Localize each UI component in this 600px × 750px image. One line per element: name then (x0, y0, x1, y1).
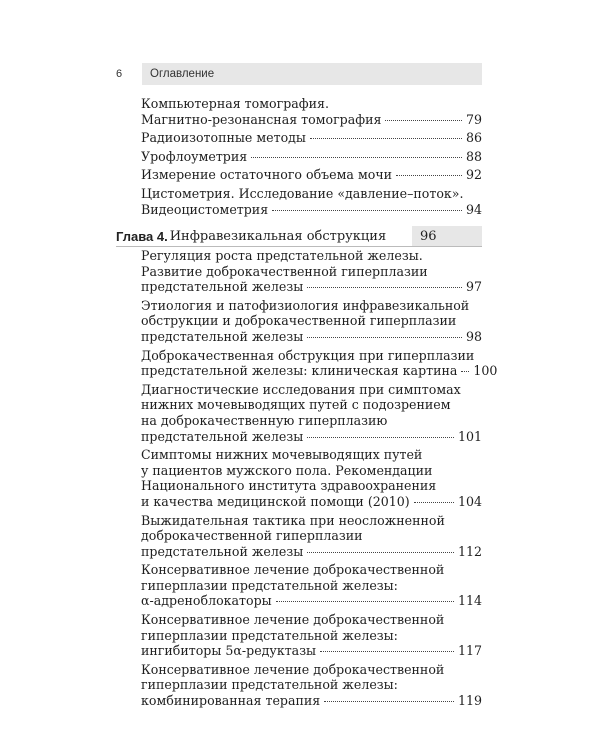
toc-entry-page-number: 86 (465, 130, 482, 146)
toc-entry-title: предстательной железы (141, 543, 304, 559)
toc-entry-title: предстательной железы: клиническая картина (141, 363, 458, 379)
toc-entry-line: Консервативное лечение доброкачественной (141, 661, 445, 677)
toc-entry[interactable] (141, 248, 482, 295)
toc-entry[interactable] (141, 382, 482, 444)
toc-entry[interactable] (141, 167, 482, 183)
toc-entry-last-line (141, 112, 482, 128)
toc-entry-line: Национального института здравоохранения (141, 478, 437, 494)
toc-entry-line: Диагностические исследования при симптомах (141, 381, 461, 397)
toc-entry-last-line (141, 329, 482, 345)
toc-entry-last-line (141, 130, 482, 146)
toc-entry-last-line (141, 429, 482, 445)
dot-leader (310, 138, 462, 139)
toc-entry[interactable] (141, 347, 498, 379)
toc-entry[interactable] (141, 662, 482, 709)
toc-entry-page-number: 79 (465, 111, 482, 127)
toc-entry-page-number: 117 (457, 643, 482, 659)
toc-entry-title: α-адреноблокаторы (141, 593, 272, 609)
running-header (116, 63, 482, 85)
toc-entry-line: Цистометрия. Исследование «давление–поток». (141, 185, 464, 201)
toc-entry-page-number: 104 (457, 493, 482, 509)
chapter-heading[interactable] (116, 226, 482, 247)
toc-entry-line: Симптомы нижних мочевыводящих путей (141, 447, 423, 463)
toc-entry-last-line (141, 167, 482, 183)
toc-entry-title: Радиоизотопные методы (141, 130, 306, 146)
dot-leader (276, 601, 454, 602)
toc-entry-page-number: 98 (465, 328, 482, 344)
toc-entry[interactable] (141, 186, 482, 217)
dot-leader (272, 210, 462, 211)
toc-entry[interactable] (141, 96, 482, 127)
toc-entry-line: нижних мочевыводящих путей с подозрением (141, 397, 451, 413)
toc-entry-page-number: 101 (457, 428, 482, 444)
dot-leader (396, 175, 462, 176)
toc-entry-title: Урофлоуметрия (141, 148, 248, 164)
dot-leader (307, 287, 462, 288)
page-number: 6 (116, 68, 123, 80)
toc-entry-page-number: 92 (465, 167, 482, 183)
dot-leader (414, 502, 454, 503)
toc-entry-line: у пациентов мужского пола. Рекомендации (141, 462, 433, 478)
toc-entry-page-number: 88 (465, 148, 482, 164)
chapter-page-number: 96 (412, 226, 482, 246)
toc-entry-last-line (141, 544, 482, 560)
toc-entry-line: обструкции и доброкачественной гиперплазии (141, 313, 457, 329)
toc-entry-last-line (141, 593, 482, 609)
running-title-band (142, 63, 482, 85)
toc-entry-last-line (141, 149, 482, 165)
running-title: Оглавление (150, 68, 215, 80)
toc-entry[interactable] (141, 149, 482, 165)
toc-entry-title: предстательной железы (141, 428, 304, 444)
toc-entry[interactable] (141, 513, 482, 560)
toc-entry-page-number: 100 (473, 363, 498, 379)
toc-entry-line: доброкачественной гиперплазии (141, 528, 363, 544)
toc-entries-chapter-4 (141, 248, 498, 712)
toc-entry-page-number: 94 (465, 201, 482, 217)
chapter-title: Инфравезикальная обструкция (169, 228, 387, 244)
toc-entry-line: Компьютерная томография. (141, 96, 329, 111)
toc-entry-line: Развитие доброкачественной гиперплазии (141, 263, 428, 279)
toc-entry-page-number: 112 (457, 543, 482, 559)
toc-entry[interactable] (141, 562, 482, 609)
toc-entry[interactable] (141, 447, 482, 509)
toc-entry-title: предстательной железы (141, 328, 304, 344)
toc-entry-line: Консервативное лечение доброкачественной (141, 562, 445, 578)
dot-leader (324, 701, 454, 702)
toc-entry-title: комбинированная терапия (141, 693, 321, 709)
toc-entries-top (141, 96, 482, 220)
toc-entry-last-line (141, 279, 482, 295)
toc-entry-last-line (141, 643, 482, 659)
toc-entry-last-line (141, 693, 482, 709)
toc-entry-last-line (141, 494, 482, 510)
toc-entry-page-number: 119 (457, 693, 482, 709)
toc-entry-title: Измерение остаточного объема мочи (141, 167, 393, 183)
toc-entry-title: ингибиторы 5α-редуктазы (141, 643, 317, 659)
toc-entry-line: Регуляция роста предстательной железы. (141, 248, 423, 263)
dot-leader (385, 120, 462, 121)
toc-entry[interactable] (141, 130, 482, 146)
toc-entry-line: Доброкачественная обструкция при гиперплазии (141, 347, 475, 363)
toc-entry-line: Консервативное лечение доброкачественной (141, 612, 445, 628)
toc-entry-line: гиперплазии предстательной железы: (141, 577, 398, 593)
toc-entry-title: предстательной железы (141, 279, 304, 295)
toc-entry-title: и качества медицинской помощи (2010) (141, 493, 410, 509)
dot-leader (307, 337, 462, 338)
toc-entry-page-number: 97 (465, 279, 482, 295)
toc-entry-line: Этиология и патофизиология инфравезикальной (141, 297, 470, 313)
toc-entry-line: Выжидательная тактика при неосложненной (141, 512, 445, 528)
toc-entry-last-line (141, 363, 498, 379)
dot-leader (307, 437, 454, 438)
chapter-label: Глава 4. (116, 228, 168, 244)
toc-entry-line: на доброкачественную гиперплазию (141, 412, 388, 428)
toc-entry-title: Видеоцистометрия (141, 201, 269, 217)
dot-leader (320, 651, 454, 652)
dot-leader (461, 371, 469, 372)
toc-entry[interactable] (141, 298, 482, 345)
toc-entry-title: Магнитно-резонансная томография (141, 111, 382, 127)
toc-entry-page-number: 114 (457, 593, 482, 609)
toc-entry-last-line (141, 202, 482, 218)
dot-leader (307, 552, 454, 553)
dot-leader (251, 157, 462, 158)
toc-entry-line: гиперплазии предстательной железы: (141, 677, 398, 693)
toc-entry[interactable] (141, 612, 482, 659)
toc-entry-line: гиперплазии предстательной железы: (141, 627, 398, 643)
